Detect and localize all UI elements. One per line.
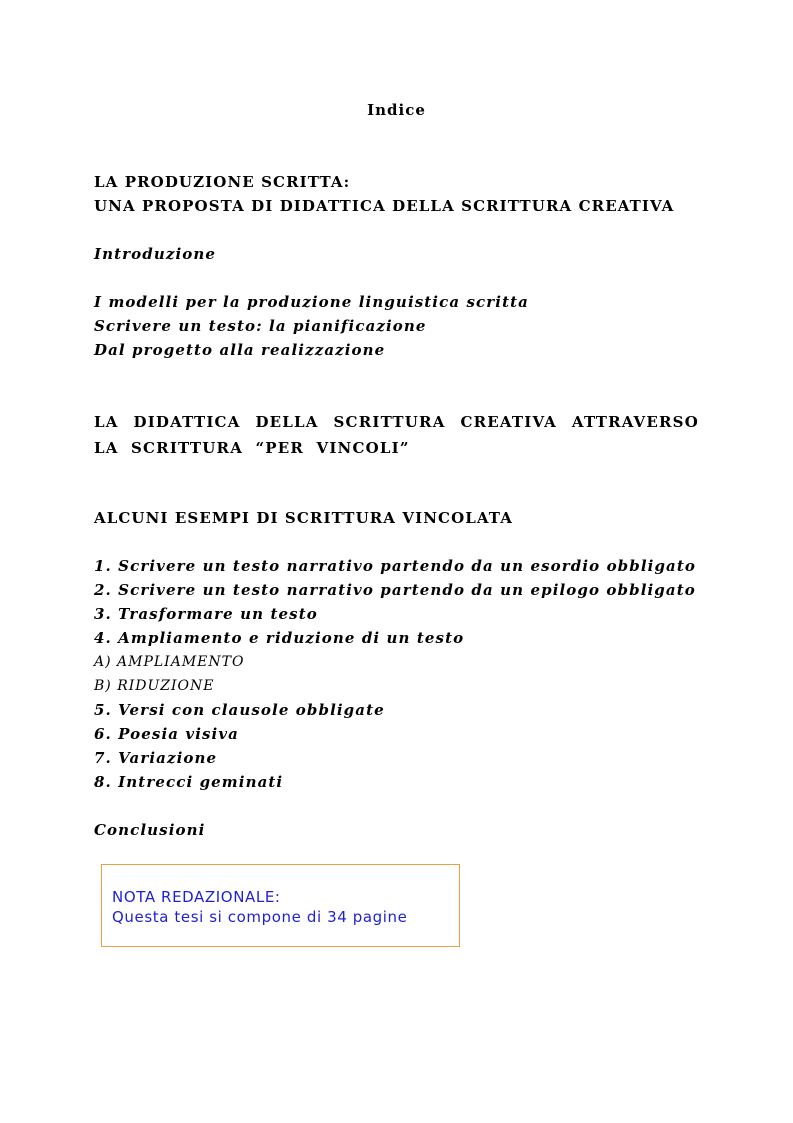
toc-list-production — [94, 290, 699, 362]
section-didactic-heading: LA DIDATTICA DELLA SCRITTURA CREATIVA ATTRAVERSO LA SCRITTURA “PER VINCOLI” — [94, 413, 699, 457]
editorial-note-text: Questa tesi si compone di 34 pagine — [112, 908, 408, 926]
editorial-note-box — [101, 864, 460, 947]
toc-subitem: A) AMPLIAMENTO — [94, 654, 245, 670]
section-heading-line: ALCUNI ESEMPI DI SCRITTURA VINCOLATA — [94, 509, 513, 527]
section-examples-heading — [94, 506, 699, 530]
toc-item: 6. Poesia visiva — [94, 725, 239, 743]
page-title: Indice — [367, 101, 426, 119]
toc-item: Dal progetto alla realizzazione — [94, 341, 386, 359]
toc-item: 3. Trasformare un testo — [94, 605, 318, 623]
toc-entry-conclusions — [94, 818, 699, 842]
toc-item: 2. Scrivere un testo narrativo partendo da un epilogo obbligato — [94, 581, 696, 599]
section-heading-line: UNA PROPOSTA DI DIDATTICA DELLA SCRITTURA CREATIVA — [94, 197, 675, 215]
section-heading-line: LA PRODUZIONE SCRITTA: — [94, 173, 351, 191]
toc-item: 4. Ampliamento e riduzione di un testo — [94, 629, 465, 647]
editorial-note-label: NOTA REDAZIONALE: — [112, 888, 281, 906]
toc-item: Conclusioni — [94, 821, 206, 839]
toc-subitem: B) RIDUZIONE — [94, 678, 215, 694]
toc-item: 7. Variazione — [94, 749, 218, 767]
toc-item: Scrivere un testo: la pianificazione — [94, 317, 427, 335]
toc-item: 8. Intrecci geminati — [94, 773, 284, 791]
toc-item: 1. Scrivere un testo narrativo partendo da un esordio obbligato — [94, 557, 696, 575]
toc-entry-introduction — [94, 242, 699, 266]
section-production-heading — [94, 170, 699, 218]
toc-item: 5. Versi con clausole obbligate — [94, 701, 385, 719]
toc-item: I modelli per la produzione linguistica scritta — [94, 293, 529, 311]
toc-list-examples — [94, 554, 699, 794]
toc-item: Introduzione — [94, 245, 217, 263]
